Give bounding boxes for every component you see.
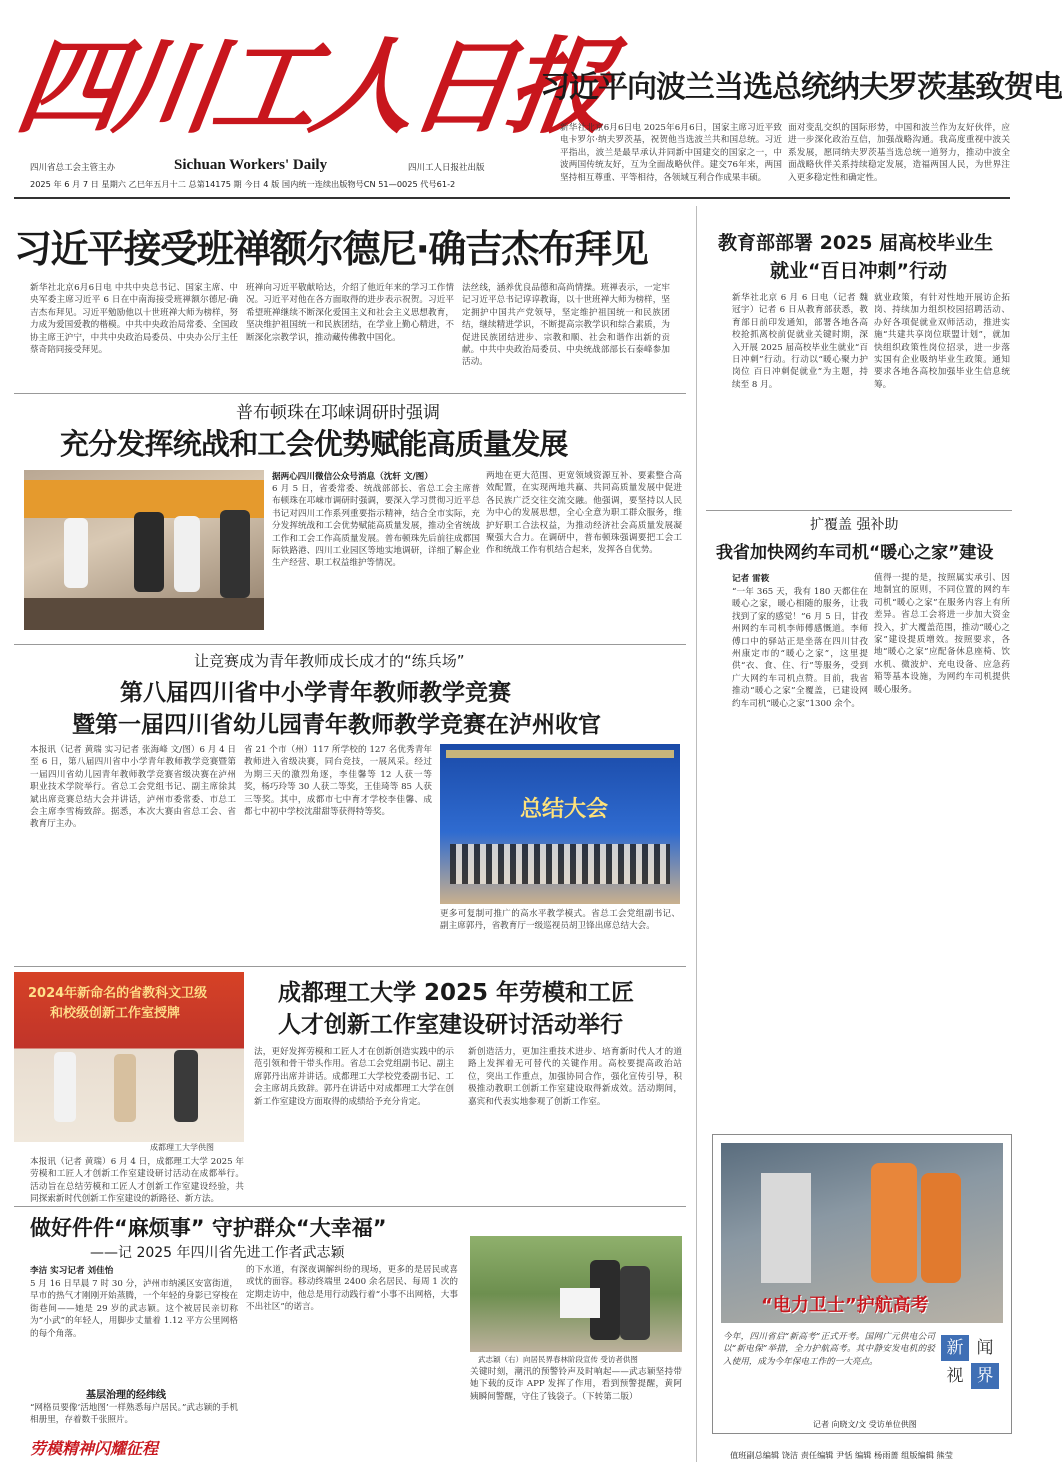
masthead-publisher: 四川工人日报社出版 bbox=[408, 163, 485, 173]
story2-col1: 6 月 5 日，省委常委、统战部部长、省总工会主席普布顿珠在邛崃市调研时强调，要深入学习贯彻习近平总书记对四川工作系列重要指示精神，结合全市实际，充分发挥统战和工会优势赋能高质量发展，推动全省统战工作和工会工作高质量发展。普布顿珠先后前往成都国际铁路港、四川工业园区等地实地调研，详细了解企业生产经营、职工权益维护等情况。 bbox=[272, 484, 480, 569]
masthead bbox=[0, 0, 1062, 192]
side1-col1: 新华社北京 6 月 6 日电（记者 魏冠宇）记者 6 日从教育部获悉，教育部日前印发通知，部署各地各高校抢抓离校前促就业关键时期，深入开展 2025 届高校毕业生就业“百日冲刺”行动。行动以“暖心聚力护岗位 百日冲刺促就业”为主题，持续至 8 月。 bbox=[732, 293, 868, 390]
story4-photo bbox=[14, 972, 244, 1142]
story4-col1: 本报讯（记者 黄瑞）6 月 4 日，成都理工大学 2025 年劳模和工匠人才创新工作室建设研讨活动在成都举行。活动旨在总结劳模和工匠人才创新工作室建设经验，共同探索新时代创新工作室建设的新路径、新方法。 bbox=[30, 1157, 244, 1205]
news-view-credit: 记者 向晓文/文 受访单位供图 bbox=[813, 1420, 917, 1429]
story3-headline-1: 第八届四川省中小学青年教师教学竞赛 bbox=[120, 680, 511, 706]
top-story-col2: 面对变乱交织的国际形势，中国和波兰作为友好伙伴，应进一步深化政治互信，加强战略沟通。我高度重视中波关系发展，愿同纳夫罗茨基当选总统一道努力，推动中波全面战略伙伴关系持续稳定发展，造福两国人民，为世界注入更多稳定性和确定性。 bbox=[788, 123, 1010, 183]
side1-col2: 就业政策，有针对性地开展访企拓岗、持续加力组织校园招聘活动、办好各项促就业双师活动，推进实施“共建共享岗位联盟计划”，就加快组织政策性岗位招录，进一步落实国有企业吸纳毕业生政策。通知要求各地各高校加强毕业生信息统筹。 bbox=[874, 293, 1010, 390]
news-view-photo-title: “电力卫士”护航高考 bbox=[761, 1295, 929, 1316]
masthead-sponsor: 四川省总工会主管主办 bbox=[30, 163, 116, 173]
masthead-rule bbox=[14, 197, 1010, 199]
story4-banner-1: 2024年新命名的省教科文卫级 bbox=[28, 986, 208, 1001]
top-story-headline: 习近平向波兰当选总统纳夫罗茨基致贺电 bbox=[540, 70, 1062, 105]
badge-char: 闻 bbox=[976, 1338, 994, 1358]
story2-headline: 充分发挥统战和工会优势赋能高质量发展 bbox=[60, 427, 568, 461]
story5-section: 基层治理的经纬线 bbox=[86, 1390, 166, 1401]
top-story-col1: 新华社北京6月6日电 2025年6月6日，国家主席习近平致电卡罗尔·纳夫罗茨基，祝贺他当选波兰共和国总统。习近平指出，波兰是最早承认并同新中国建交的国家之一，中波两国传统友好，互为全面战略伙伴。建交76年来，两国坚持相互尊重、平等相待，各领域互利合作成果丰硕。 bbox=[560, 123, 782, 183]
story5-col2: 的下水道，有深夜调解纠纷的现场，更多的是居民或喜或忧的面容。移动终端里 2400 余名居民、每周 1 次的定期走访中，他总是用行动践行着“小事不出网格，大事不出社区”的诺言。 bbox=[246, 1265, 458, 1313]
section-rule bbox=[14, 644, 686, 645]
badge-char: 新 bbox=[941, 1335, 969, 1361]
story4-col3: 新创造活力，更加注重技术进步、培育新时代人才的道路上发挥着无可替代的关键作用。高校要提高政治站位，突出工作重点，加强协同合作，强化宣传引导，积极推动教职工创新工作室建设取得新成效。活动期间，嘉宾和代表实地参观了创新工作室。 bbox=[468, 1047, 682, 1107]
news-view-photo bbox=[721, 1143, 1003, 1323]
story5-col3: 关键时刻，潮汛的预警铃声及时响起——武志颖坚持带她下载的反诈 APP 发挥了作用，看到预警提醒，黄阿姨瞬间警醒，守住了钱袋子。（下转第二版） bbox=[470, 1367, 682, 1402]
badge-char: 视 bbox=[946, 1366, 964, 1386]
side1-headline-1: 教育部部署 2025 届高校毕业生 bbox=[718, 232, 994, 254]
story2-kicker: 普布顿珠在邛崃调研时强调 bbox=[236, 403, 440, 423]
story4-headline-2: 人才创新工作室建设研讨活动举行 bbox=[278, 1012, 623, 1038]
story5-photo-caption: 武志颖（右）向居民界春林阶段宣传 受访者供图 bbox=[478, 1355, 638, 1364]
footer-editors: 值班副总编辑 饶洁 责任编辑 尹恬 编辑 杨雨蔷 组版编辑 熊莹 bbox=[730, 1450, 953, 1460]
story3-col1: 本报讯（记者 黄瑞 实习记者 张海峰 文/图）6 月 4 日至 6 日，第八届四川省中小学青年教师教学竞赛暨第一届四川省幼儿园青年教师教学竞赛省级决赛在泸州职业技术学院举行。省总工会党组书记、副主席徐其斌出席竞赛总结大会并讲话，泸州市委常委、市总工会主席李雪梅致辞。据悉，本次大赛由省总工会、省教育厅主办。 bbox=[30, 745, 236, 830]
masthead-english: Sichuan Workers' Daily bbox=[174, 157, 328, 173]
story4-headline-1: 成都理工大学 2025 年劳模和工匠 bbox=[278, 980, 635, 1006]
side2-col2: 值得一提的是，按照属实承引、因地制宜的原则，不同位置的网约车司机“暖心之家”在服务内容上有所差异。省总工会将进一步加大资金投入，扩大覆盖范围，推动“暖心之家”建设提质增效。按照要求，各地“暖心之家”应配备休息座椅、饮水机、微波炉、充电设备、应急药箱等基本设施，为网约车司机提供暖心服务。 bbox=[874, 573, 1010, 695]
side2-headline: 我省加快网约车司机“暖心之家”建设 bbox=[716, 543, 994, 563]
side2-byline: 记者 雷筱 bbox=[732, 574, 770, 584]
story3-photo-banner: 总结大会 bbox=[520, 797, 609, 822]
news-view-badge bbox=[941, 1335, 1001, 1389]
story2-photo bbox=[24, 470, 264, 630]
story5-headline: 做好件件“麻烦事” 守护群众“大幸福” bbox=[30, 1216, 387, 1240]
badge-char: 界 bbox=[971, 1363, 999, 1389]
side2-col1: “一年 365 天，我有 180 天都住在暖心之家，暖心相随的服务，让我找到了家的感觉！”6 月 5 日，甘孜州网约车司机李师傅感慨道。李师傅口中的驿站正是坐落在四川甘孜州康定市的“暖心之家”，这里提供“衣、食、住、行”等服务，受到广大网约车司机点赞。目前，我省推动“暖心之家”全覆盖，已建设网约车司机“暖心之家”1300 余个。 bbox=[732, 587, 868, 709]
story3-headline-2: 暨第一届四川省幼儿园青年教师教学竞赛在泸州收官 bbox=[72, 712, 601, 738]
story3-col2: 省 21 个市（州）117 所学校的 127 名优秀青年教师进入省级决赛，同台竞技，一展风采。经过为期三天的激烈角逐，李佳馨等 12 人获一等奖，杨巧玲等 30 人获二等奖，王佳琦等 85 人获三等奖。其中，成都市七中育才学校李佳馨、成都七中初中学校沈甜甜等获得特等奖。 bbox=[244, 745, 432, 818]
lead-headline: 习近平接受班禅额尔德尼·确吉杰布拜见 bbox=[14, 227, 648, 271]
lead-col1: 新华社北京6月6日电 中共中央总书记、国家主席、中央军委主席习近平 6 日在中南海接受班禅额尔德尼·确吉杰布拜见。习近平勉励他以十世班禅大师为榜样，努力成为爱国爱教的楷模。中共中央政治局常委、全国政协主席王沪宁，中共中央政治局委员、中央办公厅主任蔡奇陪同接受拜见。 bbox=[30, 283, 238, 356]
side2-kicker: 扩覆盖 强补助 bbox=[810, 517, 899, 533]
story5-photo bbox=[470, 1236, 682, 1352]
story5-subhead: ——记 2025 年四川省先进工作者武志颖 bbox=[90, 1245, 345, 1261]
story5-col1b: “网格员要像‘活地图’一样熟悉每户居民。”武志颖的手机相册里，存着数千张照片。 bbox=[30, 1403, 238, 1426]
column-divider bbox=[696, 206, 697, 1462]
story3-kicker: 让竞赛成为青年教师成长成才的“练兵场” bbox=[194, 652, 465, 670]
masthead-logo: 四川工人日报 bbox=[9, 26, 615, 148]
footer-slogan: 劳模精神闪耀征程 bbox=[30, 1439, 159, 1458]
story2-col2: 两地在更大范围、更宽领域资源互补、要素整合高效配置，在实现两地共赢、共同高质量发展中促进各民族广泛交往交流交融。他强调，要坚持以人民为中心的发展思想，全心全意为职工群众服务，维护好职工合法权益，为推动经济社会高质量发展凝聚强大合力。在调研中，普布顿珠强调要把工会工作和统战工作有机结合起来，发挥各自优势。 bbox=[486, 471, 682, 556]
story5-col1: 5 月 16 日早晨 7 时 30 分，泸州市纳溪区安富街道，早市的热气才刚刚开始蒸腾，一个年轻的身影已穿梭在街巷间——她是 29 岁的武志颖。这个被居民亲切称为“小武”的年轻人，用脚步丈量着 1.12 平方公里网格的每个角落。 bbox=[30, 1279, 238, 1339]
story4-photo-caption: 成都理工大学供图 bbox=[150, 1143, 214, 1152]
story3-col3: 更多可复制可推广的高水平教学模式。省总工会党组副书记、副主席郭丹，省教育厅一级巡视员胡卫锋出席总结大会。 bbox=[440, 909, 680, 932]
news-view-box bbox=[712, 1134, 1012, 1434]
story3-photo bbox=[440, 744, 680, 904]
lead-col3: 法丝线，涵养优良品德和高尚情操。班禅表示，一定牢记习近平总书记谆谆教诲，以十世班禅大师为榜样，坚定拥护中国共产党领导，坚定维护祖国统一和民族团结，继续精进学识，不断提高宗教学识和综合素质，为促进民族团结进步、宗教和顺、社会和谐作出新的贡献。中共中央政治局委员、中央统战部部长石泰峰参加活动。 bbox=[462, 283, 670, 368]
story4-banner-2: 和校级创新工作室授牌 bbox=[50, 1006, 181, 1021]
issue-line: 2025 年 6 月 7 日 星期六 乙巳年五月十二 总第14175 期 今日 4 版 国内统一连续出版物号CN 51—0025 代号61-2 bbox=[30, 179, 456, 189]
side1-headline-2: 就业“百日冲刺”行动 bbox=[770, 260, 947, 282]
section-rule bbox=[14, 966, 686, 967]
story2-byline: 据两心四川微信公众号消息（沈轩 文/图） bbox=[272, 472, 433, 482]
section-rule bbox=[14, 1206, 686, 1207]
section-rule bbox=[706, 510, 1012, 511]
story5-byline: 李洁 实习记者 刘佳怡 bbox=[30, 1266, 114, 1276]
story4-col2: 法，更好发挥劳模和工匠人才在创新创造实践中的示范引领和骨干带头作用。省总工会党组副书记、副主席郭丹出席并讲话。成都理工大学校党委副书记、工会主席胡兵致辞。郭丹在讲话中对成都理工大学在创新工作室建设方面取得的成绩给予充分肯定。 bbox=[254, 1047, 454, 1107]
section-rule bbox=[14, 393, 686, 394]
lead-col2: 班禅向习近平敬献哈达，介绍了他近年来的学习工作情况。习近平对他在各方面取得的进步表示祝贺。习近平希望班禅继续不断深化爱国主义和社会主义思想教育，坚决维护祖国统一和民族团结，在学业上勤心精进，不断深化宗教学识，推动藏传佛教中国化。 bbox=[246, 283, 454, 343]
news-view-text: 今年，四川省启“新高考”正式开考。国网广元供电公司以“新电保”举措，全力护航高考。其中静安发电机的驳入使用，成为今年保电工作的一大亮点。 bbox=[723, 1332, 935, 1367]
